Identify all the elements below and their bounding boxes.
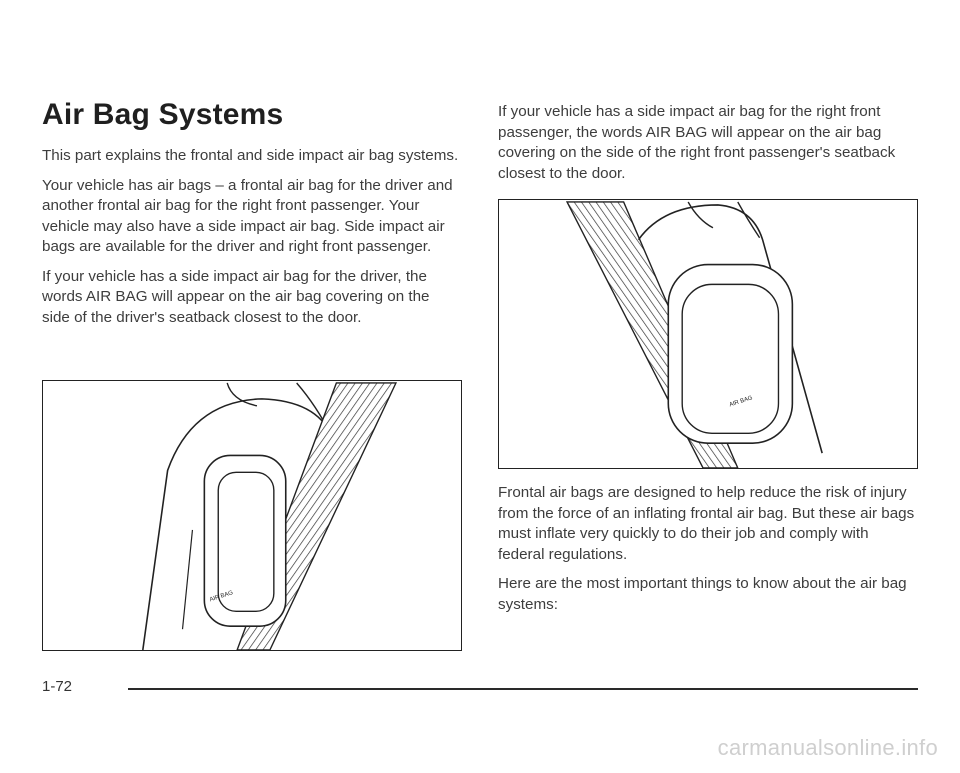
- right-column-bottom: [498, 483, 916, 624]
- paragraph-important-things: Here are the most important things to know about the air bag systems:: [498, 575, 907, 613]
- right-column-top: [498, 102, 916, 193]
- passenger-seatback-illustration: [498, 199, 918, 469]
- page-number: 1-72: [42, 678, 73, 695]
- footer-rule: [128, 688, 918, 690]
- paragraph-driver-side: If your vehicle has a side impact air bag for the driver, the words AIR BAG will appear on the air bag covering on the side of the driver's seatback closest to the door.: [42, 267, 430, 326]
- paragraph-intro: This part explains the frontal and side impact air bag systems.: [42, 147, 459, 164]
- paragraph-air-bags: Your vehicle has air bags – a frontal air bag for the driver and another frontal air bag for the right front passenger. Your vehicle may also have a side impact air bag. Side impact air bags are available for the driver and right front passenger.: [42, 176, 453, 255]
- page-title: Air Bag Systems: [42, 98, 284, 131]
- figure-label-left: AIR BAG: [209, 590, 234, 604]
- left-column: [42, 98, 460, 337]
- figure-label-right: AIR BAG: [728, 395, 754, 409]
- driver-seatback-illustration: [42, 380, 462, 651]
- watermark: carmanualsonline.info: [717, 735, 938, 760]
- paragraph-passenger-side: If your vehicle has a side impact air bag for the right front passenger, the words AIR BAG will appear on the air bag covering on the side of the right front passenger's seatback closest to the door.: [498, 103, 896, 182]
- paragraph-frontal-design: Frontal air bags are designed to help reduce the risk of injury from the force of an inflating frontal air bag. But these air bags must inflate very quickly to do their job and comply with federal regulations.: [498, 484, 915, 563]
